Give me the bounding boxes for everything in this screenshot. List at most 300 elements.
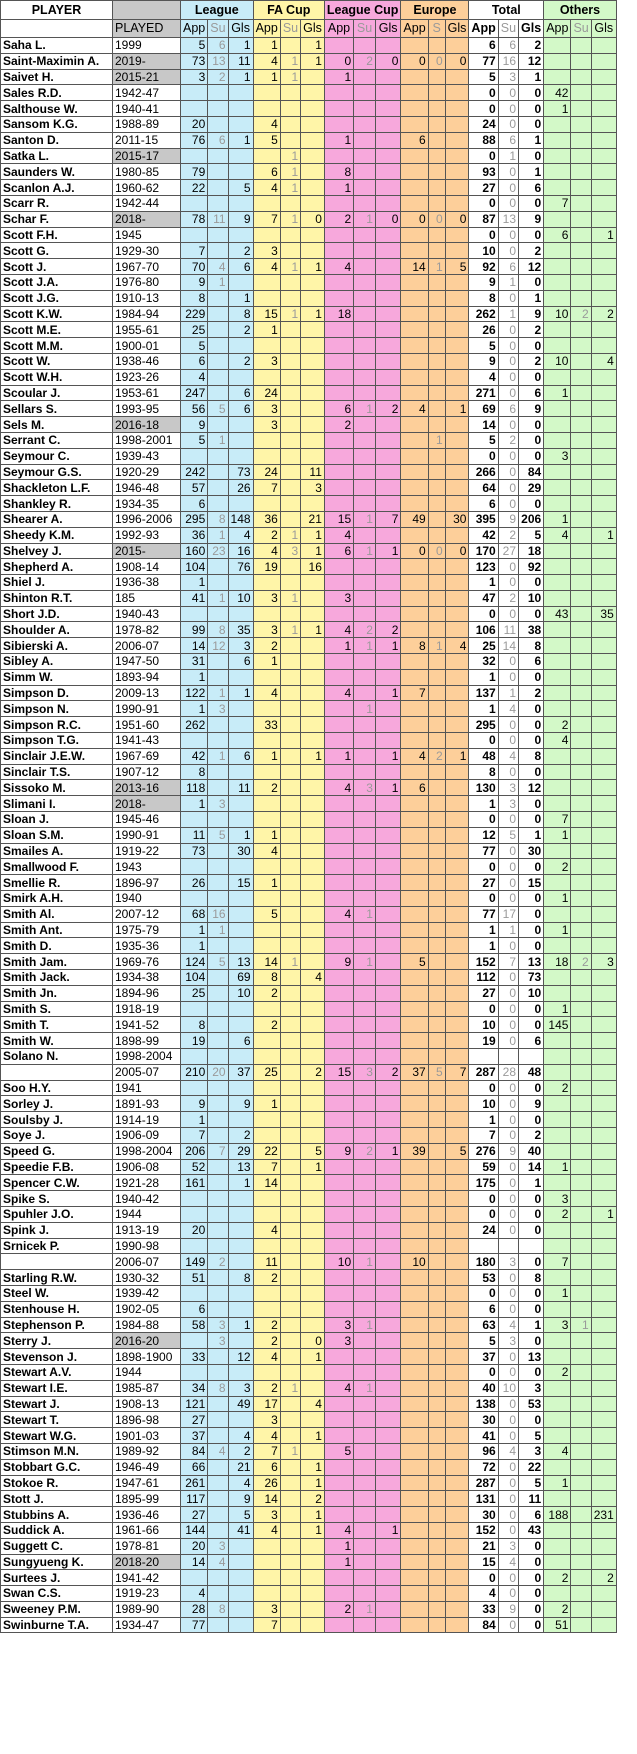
others-gls-cell	[591, 85, 616, 101]
played-years: 1920-29	[113, 464, 181, 480]
europe-gls-cell	[445, 306, 469, 322]
total-gls-cell: 0	[519, 1112, 544, 1128]
table-row	[1, 511, 617, 527]
league-app-header: App	[181, 19, 208, 38]
others-app-header: App	[544, 19, 571, 38]
total-gls-cell: 12	[519, 780, 544, 796]
played-years: 1975-79	[113, 922, 181, 938]
fa-cup-su-cell	[280, 1459, 300, 1475]
europe-app-cell	[401, 1601, 428, 1617]
others-su-cell	[571, 1175, 591, 1191]
played-years: 1893-94	[113, 669, 181, 685]
league-app-cell: 58	[181, 1317, 208, 1333]
total-gls-cell: 84	[519, 464, 544, 480]
league-app-cell	[181, 733, 208, 749]
others-gls-cell	[591, 1459, 616, 1475]
table-row	[1, 1049, 617, 1065]
total-gls-cell: 0	[519, 1333, 544, 1349]
played-years: 1947-61	[113, 1475, 181, 1491]
player-name: Sheedy K.M.	[1, 527, 113, 543]
league-cup-gls-cell	[375, 1349, 401, 1365]
europe-gls-cell	[445, 796, 469, 812]
fa-cup-gls-cell	[301, 243, 325, 259]
table-row	[1, 132, 617, 148]
fa-cup-gls-cell	[301, 1586, 325, 1602]
table-row	[1, 1491, 617, 1507]
total-gls-cell: 3	[519, 1380, 544, 1396]
league-cup-su-cell	[354, 1127, 376, 1143]
europe-su-cell	[428, 338, 445, 354]
league-su-cell	[208, 227, 228, 243]
others-su-cell	[571, 480, 591, 496]
league-cup-su-cell	[354, 1459, 376, 1475]
league-gls-cell	[228, 1601, 253, 1617]
europe-app-cell	[401, 1017, 428, 1033]
europe-app-cell	[401, 448, 428, 464]
played-years: 1999	[113, 38, 181, 54]
fa-cup-app-cell: 24	[253, 464, 280, 480]
fa-cup-gls-cell	[301, 1001, 325, 1017]
others-gls-cell	[591, 891, 616, 907]
fa-cup-app-cell: 4	[253, 685, 280, 701]
total-su-cell: 28	[498, 1064, 518, 1080]
played-years: 1941-43	[113, 733, 181, 749]
league-app-cell: 149	[181, 1254, 208, 1270]
league-gls-cell: 15	[228, 875, 253, 891]
fa-cup-su-cell	[280, 274, 300, 290]
others-app-cell	[544, 1222, 571, 1238]
league-cup-su-cell	[354, 1443, 376, 1459]
total-app-cell: 130	[469, 780, 498, 796]
league-app-cell: 3	[181, 69, 208, 85]
league-su-cell	[208, 1364, 228, 1380]
fa-cup-su-cell	[280, 101, 300, 117]
played-years: 1914-19	[113, 1112, 181, 1128]
league-cup-gls-cell	[375, 448, 401, 464]
league-su-cell	[208, 654, 228, 670]
league-cup-gls-cell	[375, 1317, 401, 1333]
total-app-cell: 0	[469, 1080, 498, 1096]
league-su-cell	[208, 180, 228, 196]
europe-su-cell	[428, 1475, 445, 1491]
league-su-cell	[208, 1285, 228, 1301]
europe-su-cell	[428, 954, 445, 970]
fa-cup-app-cell	[253, 733, 280, 749]
europe-gls-cell	[445, 622, 469, 638]
fa-cup-gls-cell: 1	[301, 1507, 325, 1523]
player-name: Stephenson P.	[1, 1317, 113, 1333]
total-su-cell: 1	[498, 922, 518, 938]
total-su-cell: 0	[498, 1491, 518, 1507]
played-years: 1934-38	[113, 970, 181, 986]
fa-cup-header: FA Cup	[253, 1, 324, 20]
league-gls-cell: 8	[228, 1270, 253, 1286]
total-gls-cell: 0	[519, 669, 544, 685]
total-gls-cell: 0	[519, 417, 544, 433]
europe-gls-cell	[445, 1570, 469, 1586]
league-su-cell	[208, 717, 228, 733]
others-gls-cell: 35	[591, 606, 616, 622]
league-cup-su-cell	[354, 480, 376, 496]
table-row	[1, 259, 617, 275]
europe-gls-cell	[445, 496, 469, 512]
league-app-cell: 247	[181, 385, 208, 401]
europe-gls-cell	[445, 575, 469, 591]
fa-cup-su-cell	[280, 385, 300, 401]
total-su-cell: 0	[498, 1017, 518, 1033]
europe-app-cell	[401, 38, 428, 54]
league-cup-gls-cell	[375, 480, 401, 496]
league-su-cell	[208, 669, 228, 685]
league-cup-gls-cell	[375, 559, 401, 575]
player-name: Scarr R.	[1, 195, 113, 211]
others-su-cell	[571, 1491, 591, 1507]
total-su-cell: 3	[498, 780, 518, 796]
others-gls-cell	[591, 1475, 616, 1491]
league-su-cell: 20	[208, 1064, 228, 1080]
total-gls-cell: 6	[519, 1507, 544, 1523]
total-su-cell: 4	[498, 701, 518, 717]
player-name: Soye J.	[1, 1127, 113, 1143]
others-gls-cell	[591, 1285, 616, 1301]
fa-cup-app-cell: 6	[253, 1459, 280, 1475]
league-su-header: Su	[208, 19, 228, 38]
league-su-cell	[208, 606, 228, 622]
others-su-cell	[571, 1127, 591, 1143]
others-app-cell: 2	[544, 1364, 571, 1380]
fa-cup-su-cell	[280, 1191, 300, 1207]
player-name: Seymour C.	[1, 448, 113, 464]
table-row	[1, 590, 617, 606]
others-app-cell	[544, 970, 571, 986]
fa-cup-su-cell	[280, 290, 300, 306]
league-cup-su-cell	[354, 827, 376, 843]
league-su-cell: 8	[208, 1601, 228, 1617]
europe-su-cell	[428, 1222, 445, 1238]
others-gls-cell	[591, 1017, 616, 1033]
total-su-cell: 16	[498, 53, 518, 69]
played-years: 1940-42	[113, 1191, 181, 1207]
europe-gls-cell	[445, 116, 469, 132]
others-app-cell: 2	[544, 1570, 571, 1586]
others-gls-cell	[591, 590, 616, 606]
total-gls-cell: 0	[519, 1601, 544, 1617]
league-gls-cell: 9	[228, 1491, 253, 1507]
league-cup-gls-cell	[375, 1428, 401, 1444]
player-name: Sales R.D.	[1, 85, 113, 101]
fa-cup-gls-cell	[301, 985, 325, 1001]
total-app-cell: 40	[469, 1380, 498, 1396]
fa-app-header: App	[253, 19, 280, 38]
others-gls-cell	[591, 1143, 616, 1159]
league-gls-cell	[228, 1538, 253, 1554]
fa-cup-gls-cell	[301, 1554, 325, 1570]
others-app-cell	[544, 543, 571, 559]
total-su-cell: 0	[498, 1301, 518, 1317]
fa-cup-app-cell: 2	[253, 1270, 280, 1286]
fa-cup-app-cell: 2	[253, 638, 280, 654]
played-years: 1898-1900	[113, 1349, 181, 1365]
player-name: Shelvey J.	[1, 543, 113, 559]
league-cup-su-cell	[354, 306, 376, 322]
fa-cup-app-cell: 3	[253, 417, 280, 433]
total-gls-cell: 0	[519, 812, 544, 828]
others-gls-cell	[591, 1396, 616, 1412]
fa-cup-app-cell: 2	[253, 1333, 280, 1349]
total-gls-cell: 11	[519, 1491, 544, 1507]
fa-cup-gls-cell	[301, 1443, 325, 1459]
league-cup-app-cell	[324, 1617, 353, 1633]
played-years: 1902-05	[113, 1301, 181, 1317]
europe-gls-cell	[445, 1049, 469, 1065]
player-name: Smirk A.H.	[1, 891, 113, 907]
league-cup-app-cell	[324, 1412, 353, 1428]
total-app-cell: 0	[469, 1001, 498, 1017]
table-row	[1, 1001, 617, 1017]
others-app-cell: 2	[544, 717, 571, 733]
europe-app-cell	[401, 1570, 428, 1586]
others-app-cell: 2	[544, 1080, 571, 1096]
total-su-cell: 0	[498, 1617, 518, 1633]
league-gls-cell: 9	[228, 1096, 253, 1112]
others-su-cell	[571, 1412, 591, 1428]
league-su-cell: 5	[208, 827, 228, 843]
league-cup-su-cell: 1	[354, 906, 376, 922]
fa-cup-app-cell	[253, 448, 280, 464]
played-years: 2018-	[113, 796, 181, 812]
fa-cup-app-cell: 8	[253, 970, 280, 986]
played-years: 1895-99	[113, 1491, 181, 1507]
total-su-cell: 14	[498, 638, 518, 654]
league-cup-su-cell	[354, 654, 376, 670]
others-gls-cell	[591, 922, 616, 938]
table-row	[1, 1428, 617, 1444]
player-name: Stimson M.N.	[1, 1443, 113, 1459]
others-app-cell	[544, 1459, 571, 1475]
league-cup-gls-cell	[375, 1033, 401, 1049]
league-su-cell	[208, 812, 228, 828]
league-cup-gls-cell	[375, 875, 401, 891]
fa-cup-su-cell	[280, 1080, 300, 1096]
total-app-cell: 1	[469, 669, 498, 685]
league-su-cell	[208, 1507, 228, 1523]
league-cup-su-cell	[354, 796, 376, 812]
league-gls-cell: 8	[228, 306, 253, 322]
fa-cup-app-cell	[253, 496, 280, 512]
fa-cup-su-cell	[280, 496, 300, 512]
table-row	[1, 353, 617, 369]
others-gls-cell	[591, 1033, 616, 1049]
league-su-cell: 1	[208, 748, 228, 764]
europe-gls-cell: 0	[445, 211, 469, 227]
league-app-cell: 144	[181, 1522, 208, 1538]
europe-app-cell	[401, 1443, 428, 1459]
league-cup-app-cell	[324, 1159, 353, 1175]
others-app-cell: 145	[544, 1017, 571, 1033]
europe-gls-cell	[445, 480, 469, 496]
league-gls-cell	[228, 891, 253, 907]
europe-gls-cell	[445, 69, 469, 85]
europe-app-cell	[401, 575, 428, 591]
others-su-cell	[571, 1080, 591, 1096]
others-gls-cell	[591, 432, 616, 448]
total-app-cell: 106	[469, 622, 498, 638]
europe-gls-cell	[445, 859, 469, 875]
others-su-cell	[571, 922, 591, 938]
fa-cup-app-cell: 1	[253, 38, 280, 54]
league-cup-gls-cell	[375, 1364, 401, 1380]
league-app-cell: 70	[181, 259, 208, 275]
league-app-cell: 1	[181, 922, 208, 938]
league-cup-su-cell: 2	[354, 1143, 376, 1159]
player-name: Surtees J.	[1, 1570, 113, 1586]
fa-cup-su-cell	[280, 1285, 300, 1301]
total-gls-cell: 0	[519, 369, 544, 385]
league-cup-gls-cell	[375, 132, 401, 148]
others-gls-cell: 3	[591, 954, 616, 970]
others-gls-cell	[591, 195, 616, 211]
league-cup-su-cell	[354, 1001, 376, 1017]
others-su-cell	[571, 1206, 591, 1222]
europe-gls-cell	[445, 1033, 469, 1049]
league-cup-app-cell	[324, 970, 353, 986]
league-cup-su-cell	[354, 970, 376, 986]
league-app-cell: 5	[181, 38, 208, 54]
others-gls-cell	[591, 274, 616, 290]
league-app-cell: 25	[181, 985, 208, 1001]
fa-cup-su-cell	[280, 575, 300, 591]
league-cup-app-cell	[324, 448, 353, 464]
total-app-cell: 14	[469, 417, 498, 433]
total-gls-cell: 18	[519, 543, 544, 559]
fa-cup-app-cell: 14	[253, 1491, 280, 1507]
total-su-cell: 9	[498, 511, 518, 527]
europe-app-cell	[401, 195, 428, 211]
league-cup-su-cell	[354, 1475, 376, 1491]
europe-su-cell	[428, 843, 445, 859]
europe-su-cell	[428, 922, 445, 938]
europe-app-cell	[401, 1049, 428, 1065]
total-gls-cell: 0	[519, 1586, 544, 1602]
others-app-cell: 3	[544, 1317, 571, 1333]
fa-cup-gls-cell: 1	[301, 543, 325, 559]
europe-su-cell	[428, 101, 445, 117]
league-gls-cell	[228, 733, 253, 749]
fa-cup-su-cell	[280, 812, 300, 828]
league-gls-cell	[228, 1254, 253, 1270]
europe-gls-cell	[445, 1380, 469, 1396]
others-gls-cell	[591, 970, 616, 986]
europe-app-cell	[401, 733, 428, 749]
league-gls-cell: 148	[228, 511, 253, 527]
league-gls-cell	[228, 1586, 253, 1602]
fa-cup-gls-cell	[301, 875, 325, 891]
others-gls-cell	[591, 1301, 616, 1317]
played-header: PLAYED	[113, 19, 181, 38]
europe-app-cell: 37	[401, 1064, 428, 1080]
others-app-cell	[544, 1428, 571, 1444]
fa-cup-su-cell: 1	[280, 954, 300, 970]
table-row	[1, 1143, 617, 1159]
others-gls-cell	[591, 464, 616, 480]
fa-cup-su-cell	[280, 1112, 300, 1128]
league-su-cell	[208, 1001, 228, 1017]
league-su-cell: 13	[208, 53, 228, 69]
league-cup-app-cell: 6	[324, 401, 353, 417]
total-su-cell: 0	[498, 812, 518, 828]
others-gls-cell	[591, 1554, 616, 1570]
others-su-cell	[571, 1522, 591, 1538]
europe-gls-cell	[445, 1522, 469, 1538]
league-cup-gls-cell	[375, 274, 401, 290]
others-app-cell	[544, 1412, 571, 1428]
total-app-cell: 8	[469, 764, 498, 780]
table-row	[1, 180, 617, 196]
fa-cup-gls-cell: 1	[301, 38, 325, 54]
others-app-cell	[544, 496, 571, 512]
total-su-cell: 0	[498, 1096, 518, 1112]
europe-app-cell: 7	[401, 685, 428, 701]
league-cup-app-cell: 4	[324, 527, 353, 543]
league-app-cell	[181, 1049, 208, 1065]
others-gls-cell	[591, 69, 616, 85]
total-su-cell: 0	[498, 1349, 518, 1365]
league-cup-app-cell: 3	[324, 1317, 353, 1333]
total-gls-cell: 13	[519, 954, 544, 970]
played-years: 1940	[113, 891, 181, 907]
others-su-cell	[571, 322, 591, 338]
europe-app-cell	[401, 1270, 428, 1286]
league-cup-app-cell	[324, 1364, 353, 1380]
europe-gls-cell	[445, 385, 469, 401]
total-su-cell: 0	[498, 1285, 518, 1301]
league-cup-gls-cell	[375, 322, 401, 338]
total-su-cell: 1	[498, 148, 518, 164]
league-app-cell: 14	[181, 638, 208, 654]
fa-cup-gls-cell	[301, 906, 325, 922]
league-app-cell: 206	[181, 1143, 208, 1159]
others-su-cell	[571, 1443, 591, 1459]
others-su-cell	[571, 132, 591, 148]
fa-cup-app-cell: 4	[253, 116, 280, 132]
played-years: 1989-90	[113, 1601, 181, 1617]
europe-gls-cell: 4	[445, 638, 469, 654]
total-app-cell: 4	[469, 369, 498, 385]
fa-cup-gls-cell	[301, 1285, 325, 1301]
total-app-cell: 27	[469, 180, 498, 196]
others-gls-cell	[591, 1191, 616, 1207]
others-su-cell	[571, 638, 591, 654]
player-name: Saha L.	[1, 38, 113, 54]
others-app-cell: 2	[544, 859, 571, 875]
total-app-cell: 8	[469, 290, 498, 306]
others-su-cell	[571, 891, 591, 907]
fa-cup-gls-cell	[301, 101, 325, 117]
total-su-cell: 2	[498, 527, 518, 543]
table-row	[1, 796, 617, 812]
total-app-cell: 42	[469, 527, 498, 543]
fa-cup-gls-cell	[301, 733, 325, 749]
europe-su-cell	[428, 717, 445, 733]
others-su-cell	[571, 970, 591, 986]
table-row	[1, 827, 617, 843]
others-su-cell	[571, 417, 591, 433]
league-gls-cell	[228, 1206, 253, 1222]
europe-su-cell	[428, 1491, 445, 1507]
fa-cup-su-cell	[280, 1601, 300, 1617]
europe-gls-cell	[445, 353, 469, 369]
total-app-cell: 0	[469, 812, 498, 828]
